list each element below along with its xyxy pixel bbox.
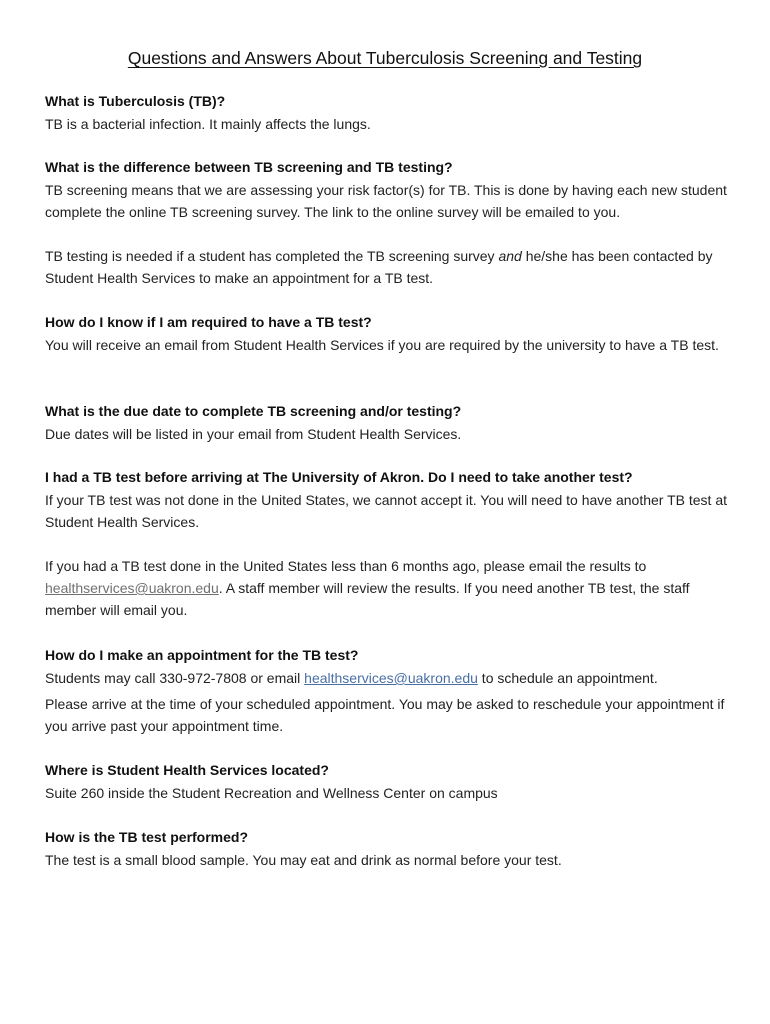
question-prior-test: I had a TB test before arriving at The University of Akron. Do I need to take another test?	[45, 469, 633, 485]
answer-test-performed: The test is a small blood sample. You may eat and drink as normal before your test.	[45, 852, 562, 868]
answer-appointment-text-end: to schedule an appointment.	[477, 670, 658, 686]
answer-prior-test-domestic	[45, 555, 730, 621]
answer-due-date: Due dates will be listed in your email from Student Health Services.	[45, 426, 462, 442]
question-make-appointment: How do I make an appointment for the TB test?	[45, 647, 359, 663]
answer-testing-text-end: he/she has been contacted by Student Health Services to make an appointment for a TB test.	[45, 248, 713, 286]
email-link-appointment[interactable]: healthservices@uakron.edu	[304, 670, 478, 686]
answer-prior-test-foreign: If your TB test was not done in the United States, we cannot accept it. You will need to have another TB test at Student Health Services.	[45, 492, 728, 530]
page-title: Questions and Answers About Tuberculosis Screening and Testing	[127, 48, 643, 68]
email-link-results[interactable]: healthservices@uakron.edu	[45, 580, 219, 596]
question-location: Where is Student Health Services located?	[45, 762, 329, 778]
question-required-test: How do I know if I am required to have a TB test?	[45, 314, 372, 330]
question-screening-vs-testing: What is the difference between TB screening and TB testing?	[45, 159, 453, 175]
answer-prior-test-text-end: . A staff member will review the results. If you need another TB test, the staff member will email you.	[45, 580, 690, 618]
answer-testing-paragraph	[45, 245, 730, 289]
answer-testing-emphasis: and	[498, 248, 522, 264]
question-what-is-tb: What is Tuberculosis (TB)?	[45, 93, 226, 109]
answer-what-is-tb: TB is a bacterial infection. It mainly affects the lungs.	[45, 116, 371, 132]
question-test-performed: How is the TB test performed?	[45, 829, 249, 845]
answer-required-test: You will receive an email from Student Health Services if you are required by the university to have a TB test.	[45, 337, 719, 353]
answer-make-appointment	[45, 667, 730, 689]
answer-screening-paragraph: TB screening means that we are assessing your risk factor(s) for TB. This is done by having each new student complete the online TB screening survey. The link to the online survey will be emailed to you.	[45, 182, 727, 220]
answer-testing-text-start: TB testing is needed if a student has completed the TB screening survey	[45, 248, 499, 264]
answer-location: Suite 260 inside the Student Recreation and Wellness Center on campus	[45, 785, 498, 801]
answer-appointment-text-start: Students may call 330-972-7808 or email	[45, 670, 305, 686]
question-due-date: What is the due date to complete TB screening and/or testing?	[45, 403, 462, 419]
answer-prior-test-text-start: If you had a TB test done in the United States less than 6 months ago, please email the results to	[45, 558, 647, 574]
answer-arrive-on-time: Please arrive at the time of your scheduled appointment. You may be asked to reschedule your appointment if you arrive past your appointment time.	[45, 696, 725, 734]
